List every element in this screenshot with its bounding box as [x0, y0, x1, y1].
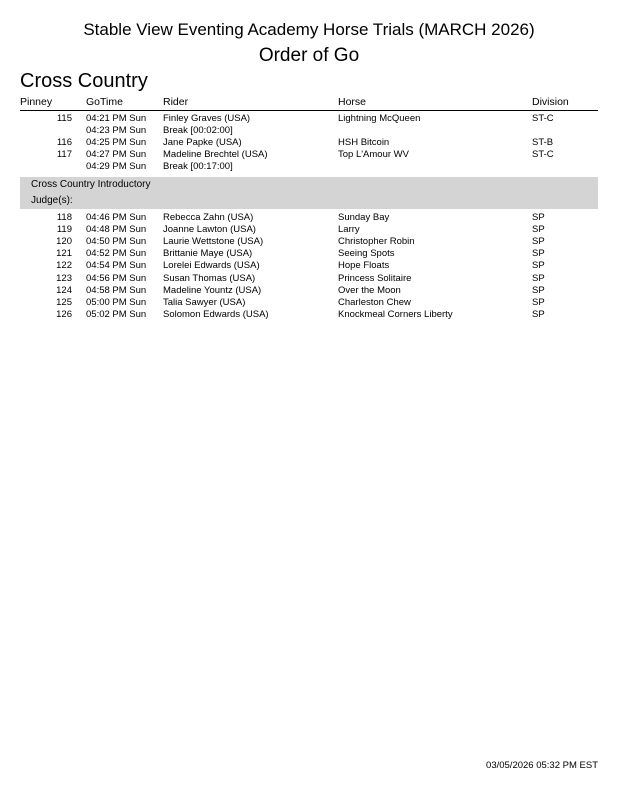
rider-cell: Break [00:17:00]	[163, 161, 233, 173]
pinney-cell: 124	[56, 284, 72, 296]
rider-cell: Madeline Brechtel (USA)	[163, 149, 268, 161]
pinney-cell: 123	[56, 272, 72, 284]
gotime-cell: 04:29 PM Sun	[86, 161, 147, 173]
pinney-cell: 117	[56, 149, 72, 161]
rider-cell: Brittanie Maye (USA)	[163, 248, 253, 260]
rider-cell: Susan Thomas (USA)	[163, 272, 256, 284]
gotime-cell: 04:25 PM Sun	[86, 137, 147, 149]
table-row	[0, 161, 618, 173]
division-cell: SP	[532, 308, 545, 320]
table-row	[0, 125, 618, 137]
pinney-cell: 116	[56, 137, 72, 149]
division-group-name: Cross Country Introductory	[31, 179, 151, 190]
gotime-cell: 04:46 PM Sun	[86, 212, 147, 223]
horse-cell: Knockmeal Corners Liberty	[338, 308, 453, 320]
column-header-division: Division	[532, 96, 569, 108]
rider-cell: Lorelei Edwards (USA)	[163, 260, 260, 272]
column-header-gotime: GoTime	[86, 96, 123, 108]
document-subtitle: Order of Go	[258, 45, 360, 66]
judge-label: Judge(s):	[31, 195, 73, 206]
division-cell: ST-C	[532, 149, 554, 161]
section-title: Cross Country	[20, 70, 148, 92]
pinney-cell: 126	[56, 308, 72, 320]
horse-cell: Christopher Robin	[338, 236, 415, 248]
header-divider	[20, 110, 598, 111]
table-row	[0, 248, 618, 260]
horse-cell: Seeing Spots	[338, 248, 395, 260]
horse-cell: Top L'Amour WV	[338, 149, 409, 161]
print-timestamp: 03/05/2026 05:32 PM EST	[486, 760, 598, 771]
pinney-cell: 125	[56, 296, 72, 308]
horse-cell: Hope Floats	[338, 260, 390, 272]
gotime-cell: 04:23 PM Sun	[86, 125, 147, 137]
rider-cell: Rebecca Zahn (USA)	[163, 212, 254, 223]
rider-cell: Laurie Wettstone (USA)	[163, 236, 264, 248]
horse-cell: Over the Moon	[338, 284, 401, 296]
table-row	[0, 149, 618, 161]
column-header-rider: Rider	[163, 96, 189, 108]
gotime-cell: 04:48 PM Sun	[86, 224, 147, 236]
gotime-cell: 04:54 PM Sun	[86, 260, 147, 272]
horse-cell: Larry	[338, 224, 360, 236]
table-row	[0, 224, 618, 236]
table-row	[0, 236, 618, 248]
table-row	[0, 212, 618, 224]
gotime-cell: 04:56 PM Sun	[86, 272, 147, 284]
gotime-cell: 05:02 PM Sun	[86, 308, 147, 320]
division-cell: SP	[532, 260, 545, 272]
rider-cell: Joanne Lawton (USA)	[163, 224, 256, 236]
table-row	[0, 285, 618, 297]
pinney-cell: 121	[56, 248, 72, 260]
table-row	[0, 273, 618, 285]
rider-cell: Finley Graves (USA)	[163, 113, 251, 124]
division-cell: SP	[532, 224, 545, 236]
table-row	[0, 297, 618, 309]
rider-cell: Jane Papke (USA)	[163, 137, 242, 149]
gotime-cell: 04:58 PM Sun	[86, 284, 147, 296]
division-cell: SP	[532, 212, 545, 223]
division-cell: ST-B	[532, 137, 554, 149]
gotime-cell: 04:21 PM Sun	[86, 113, 147, 124]
division-cell: SP	[532, 248, 545, 260]
table-row	[0, 137, 618, 149]
pinney-cell: 118	[56, 212, 72, 223]
rider-cell: Madeline Yountz (USA)	[163, 284, 262, 296]
column-header-pinney: Pinney	[20, 96, 53, 108]
gotime-cell: 04:52 PM Sun	[86, 248, 147, 260]
division-cell: SP	[532, 296, 545, 308]
rider-cell: Solomon Edwards (USA)	[163, 308, 269, 320]
horse-cell: Sunday Bay	[338, 212, 390, 223]
pinney-cell: 115	[56, 113, 72, 124]
horse-cell: Lightning McQueen	[338, 113, 421, 124]
horse-cell: Princess Solitaire	[338, 272, 412, 284]
division-group-header	[20, 177, 598, 209]
column-header-horse: Horse	[338, 96, 367, 108]
gotime-cell: 04:27 PM Sun	[86, 149, 147, 161]
pinney-cell: 119	[56, 224, 72, 236]
table-row	[0, 260, 618, 272]
rider-cell: Break [00:02:00]	[163, 125, 233, 137]
pinney-cell: 120	[56, 236, 72, 248]
division-cell: SP	[532, 284, 545, 296]
document-title: Stable View Eventing Academy Horse Trials (MARCH 2026)	[83, 20, 535, 39]
gotime-cell: 04:50 PM Sun	[86, 236, 147, 248]
division-cell: SP	[532, 272, 545, 284]
division-cell: SP	[532, 236, 545, 248]
pinney-cell: 122	[56, 260, 72, 272]
table-row	[0, 309, 618, 321]
horse-cell: HSH Bitcoin	[338, 137, 390, 149]
division-cell: ST-C	[532, 113, 554, 124]
horse-cell: Charleston Chew	[338, 296, 411, 308]
rider-cell: Talia Sawyer (USA)	[163, 296, 246, 308]
table-row	[0, 113, 618, 125]
gotime-cell: 05:00 PM Sun	[86, 296, 147, 308]
